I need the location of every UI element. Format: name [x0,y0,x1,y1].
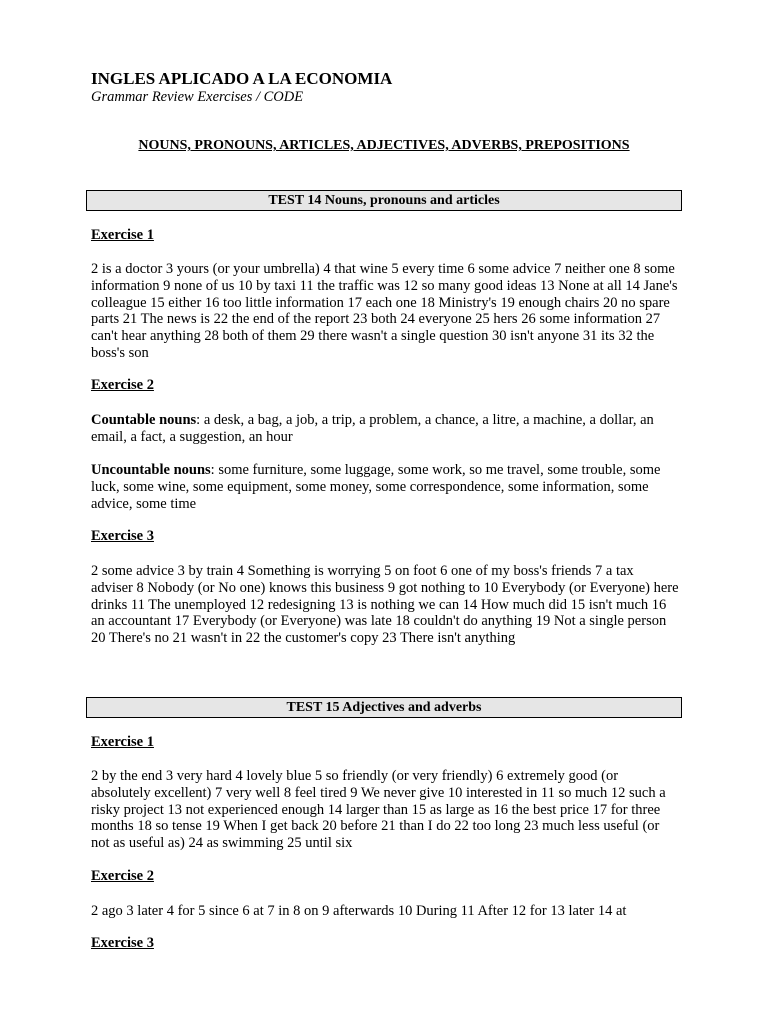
test15-exercise2-label: Exercise 2 [91,868,154,884]
test14-exercise2-label: Exercise 2 [91,377,154,393]
test14-exercise1-label: Exercise 1 [91,227,154,243]
test14-exercise3-answers: 2 some advice 3 by train 4 Something is worrying 5 on foot 6 one of my boss's friends 7 a tax adviser 8 Nobody (or No one) knows this business 9 got nothing to 10 Everybody (or Everyone) here drinks 11 The unemployed 12 redesigning 13 is nothing we can 14 How much did 15 isn't much 16 an accountant 17 Everybody (or Everyone) was late 18 couldn't do anything 19 Not a single person 20 There's no 21 wasn't in 22 the customer's copy 23 There isn't anything [91,563,679,647]
countable-nouns-label: Countable nouns [91,412,197,428]
document-subtitle: Grammar Review Exercises / CODE [91,89,304,105]
countable-nouns-list: : a desk, a bag, a job, a trip, a problem, a chance, a litre, a machine, a dollar, an email, a fact, a suggestion, an hour [91,412,654,445]
test15-exercise2-answers: 2 ago 3 later 4 for 5 since 6 at 7 in 8 on 9 afterwards 10 During 11 After 12 for 13 later 14 at [91,903,627,919]
section-heading: NOUNS, PRONOUNS, ARTICLES, ADJECTIVES, ADVERBS, PREPOSITIONS [138,138,630,153]
uncountable-nouns-label: Uncountable nouns [91,462,211,478]
test14-uncountable-nouns [91,462,679,512]
test15-heading-box: TEST 15 Adjectives and adverbs [86,697,682,718]
test14-countable-nouns [91,412,679,446]
document-title: INGLES APLICADO A LA ECONOMIA [91,69,393,88]
test15-exercise1-label: Exercise 1 [91,734,154,750]
test14-heading-box: TEST 14 Nouns, pronouns and articles [86,190,682,211]
test15-exercise3-label: Exercise 3 [91,935,154,951]
test14-exercise3-label: Exercise 3 [91,528,154,544]
test14-exercise1-answers: 2 is a doctor 3 yours (or your umbrella) 4 that wine 5 every time 6 some advice 7 neither one 8 some information 9 none of us 10 by taxi 11 the traffic was 12 so many good ideas 13 None at all 14 Jane's colleague 15 either 16 too little information 17 each one 18 Ministry's 19 enough chairs 20 no spare parts 21 The news is 22 the end of the report 23 both 24 everyone 25 hers 26 some information 27 can't hear anything 28 both of them 29 there wasn't a single question 30 isn't anyone 31 its 32 the boss's son [91,261,678,361]
uncountable-nouns-list: : some furniture, some luggage, some work, so me travel, some trouble, some luck, some wine, some equipment, some money, some correspondence, some information, some advice, some time [91,462,661,512]
test15-exercise1-answers: 2 by the end 3 very hard 4 lovely blue 5 so friendly (or very friendly) 6 extremely good (or absolutely excellent) 7 very well 8 feel tired 9 We never give 10 interested in 11 so much 12 such a risky project 13 not experienced enough 14 larger than 15 as large as 16 the best price 17 for three months 18 so tense 19 When I get back 20 before 21 than I do 22 too long 23 much less useful (or not as useful as) 24 as swimming 25 until six [91,768,666,852]
